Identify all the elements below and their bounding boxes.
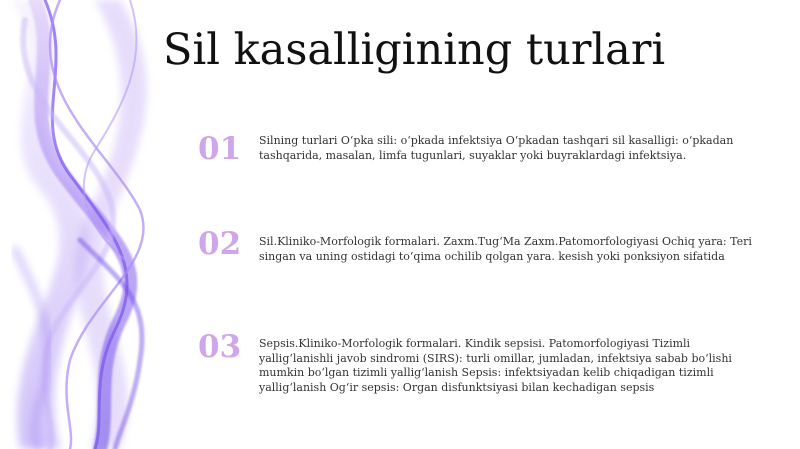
item-number: 02 bbox=[198, 226, 242, 262]
item-text: Sil.Kliniko-Morfologik formalari. Zaxm.Tug‘Ma Zaxm.Patomorfologiyasi Ochiq yara: Teri singan va uning ostidagi to‘qima ochilib qolgan yara. kesish yoki ponksiyon sifatida bbox=[259, 235, 752, 263]
item-number: 03 bbox=[198, 329, 242, 365]
item-text: Silning turlari O‘pka sili: o‘pkada infektsiya O‘pkadan tashqari sil kasalligi: o‘pkadan tashqarida, masalan, limfa tugunlari, suyaklar yoki buyraklardagi infektsiya. bbox=[259, 134, 734, 162]
item-text: Sepsis.Kliniko-Morfologik formalari. Kindik sepsisi. Patomorfologiyasi Tizimli yallig‘lanishli javob sindromi (SIRS): turli omillar, jumladan, infektsiya sabab bo‘lishi mumkin bo‘lgan tizimli yallig‘lanish Sepsis: infektsiyadan kelib chiqadigan tizimli yallig‘lanish Og‘ir sepsis: Organ disfunktsiyasi bilan kechadigan sepsis bbox=[259, 337, 732, 394]
item-number: 01 bbox=[198, 131, 242, 167]
slide-title: Sil kasalligining turlari bbox=[163, 25, 666, 75]
